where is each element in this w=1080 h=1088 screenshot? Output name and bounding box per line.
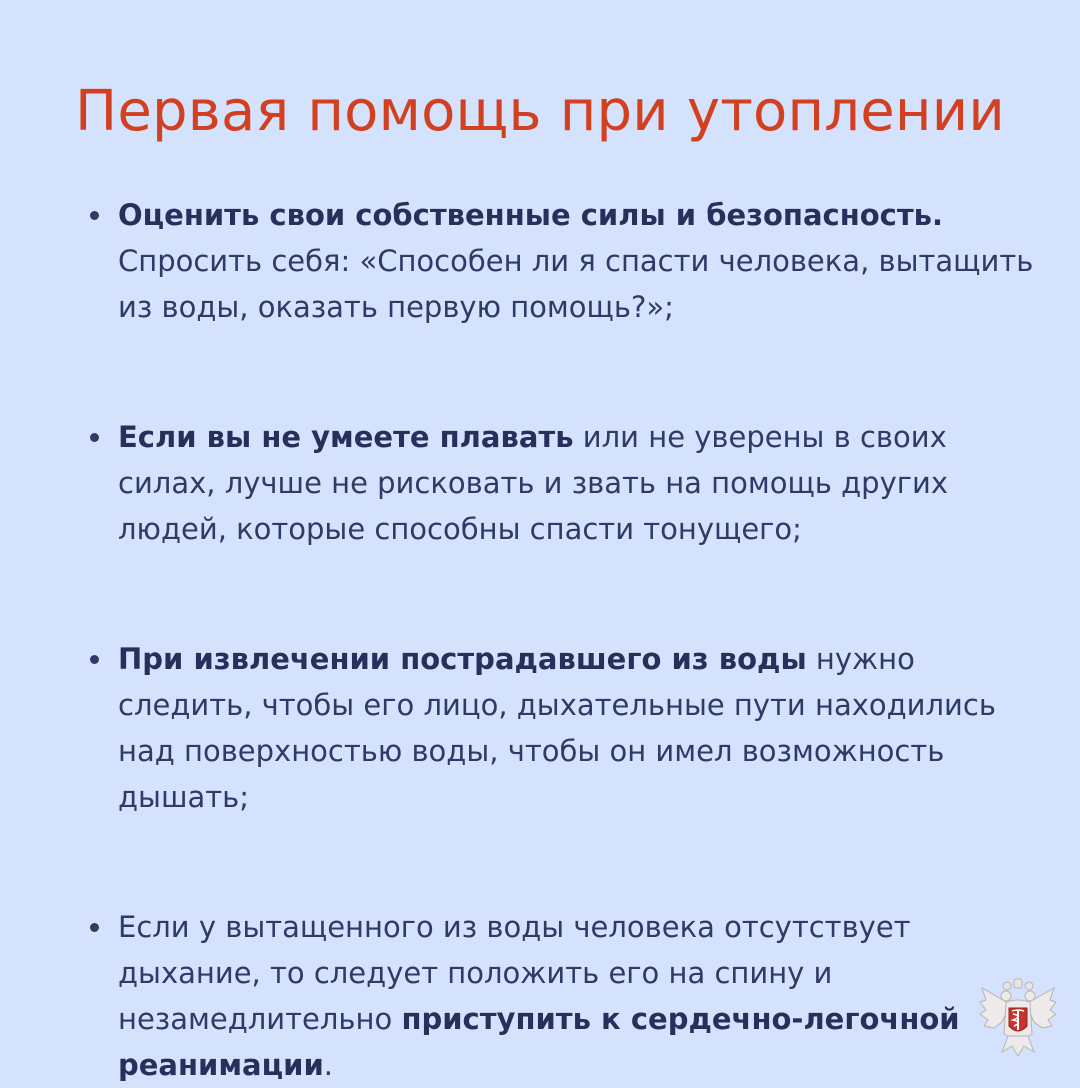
item-bold-text: Если вы не умеете плавать [118, 420, 574, 454]
double-headed-eagle-emblem-icon [976, 976, 1060, 1060]
item-bold-text: Оценить свои собственные силы и безопасность. [118, 198, 944, 232]
item-tail-text: . [323, 1048, 333, 1082]
list-item-extraction [118, 636, 1038, 820]
bullet-dot-icon [90, 433, 99, 442]
page-title: Первая помощь при утоплении [75, 79, 1005, 144]
item-bold-text: При извлечении пострадавшего из воды [118, 642, 807, 676]
item-text: нужно следить, чтобы его лицо, дыхательные пути находились над поверхностью воды, чтобы он имел возможность дышать; [118, 642, 996, 814]
bullet-dot-icon [90, 211, 99, 220]
item-text: Если у вытащенного из воды человека отсутствует дыхание, то следует положить его на спину и незамедлительно [118, 910, 911, 1036]
list-item-cpr [118, 904, 1038, 1088]
item-text: Спросить себя: «Способен ли я спасти человека, вытащить из воды, оказать первую помощь?»; [118, 244, 1034, 324]
first-aid-list [118, 192, 1038, 1088]
item-bold-text: приступить к сердечно-легочной реанимации [118, 1002, 960, 1082]
list-item-assess-safety [118, 192, 1038, 330]
bullet-dot-icon [90, 923, 99, 932]
list-item-cannot-swim [118, 414, 1038, 552]
item-text: или не уверены в своих силах, лучше не рисковать и звать на помощь других людей, которые способны спасти тонущего; [118, 420, 948, 546]
bullet-dot-icon [90, 655, 99, 664]
